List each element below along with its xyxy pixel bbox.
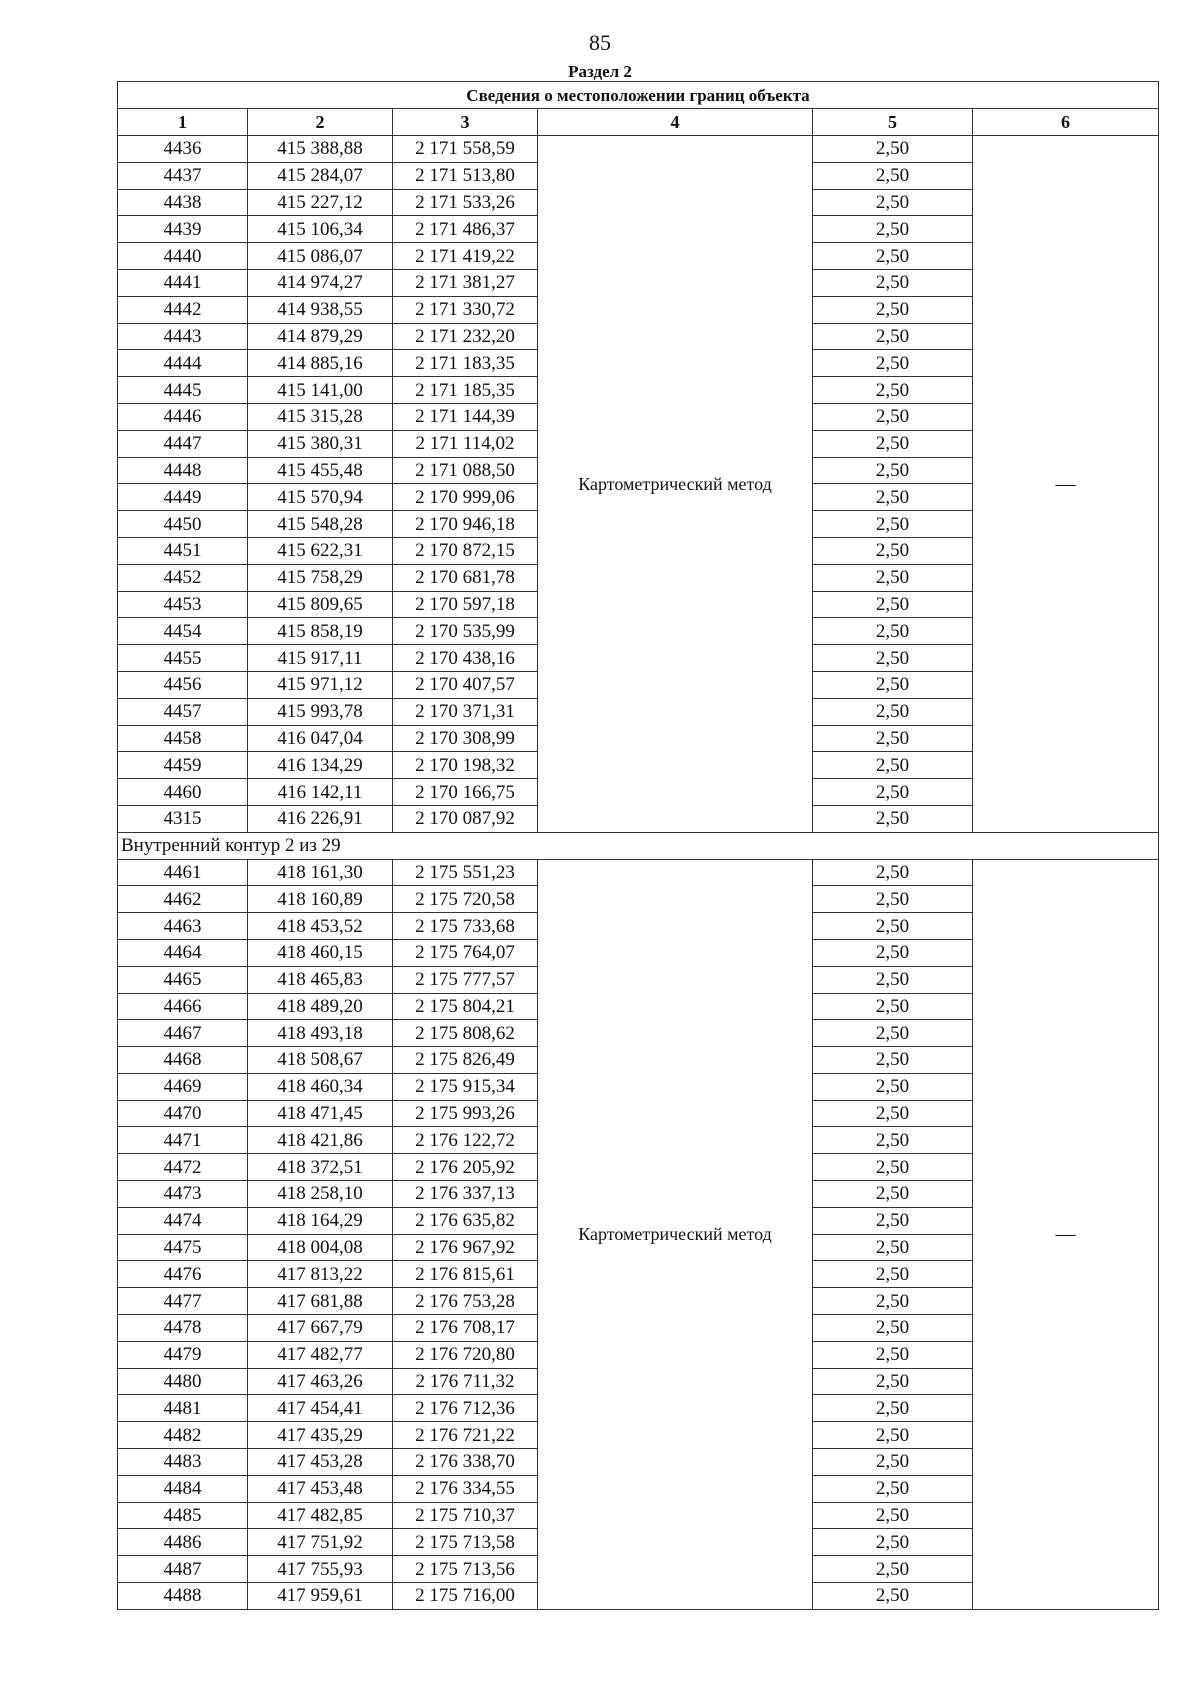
- column-header-6: 6: [973, 109, 1159, 136]
- x-coordinate-cell: 417 482,85: [248, 1502, 393, 1529]
- y-coordinate-cell: 2 170 166,75: [393, 779, 538, 806]
- x-coordinate-cell: 418 258,10: [248, 1181, 393, 1208]
- table-body: [118, 136, 1159, 1610]
- y-coordinate-cell: 2 176 635,82: [393, 1207, 538, 1234]
- y-coordinate-cell: 2 176 711,32: [393, 1368, 538, 1395]
- point-number-cell: 4480: [118, 1368, 248, 1395]
- y-coordinate-cell: 2 171 232,20: [393, 323, 538, 350]
- point-number-cell: 4461: [118, 859, 248, 886]
- x-coordinate-cell: 414 974,27: [248, 269, 393, 296]
- table-caption: Сведения о местоположении границ объекта: [118, 82, 1159, 109]
- x-coordinate-cell: 416 226,91: [248, 805, 393, 832]
- point-number-cell: 4448: [118, 457, 248, 484]
- point-number-cell: 4443: [118, 323, 248, 350]
- accuracy-cell: 2,50: [813, 1154, 973, 1181]
- y-coordinate-cell: 2 170 438,16: [393, 645, 538, 672]
- x-coordinate-cell: 416 142,11: [248, 779, 393, 806]
- y-coordinate-cell: 2 170 872,15: [393, 537, 538, 564]
- x-coordinate-cell: 418 164,29: [248, 1207, 393, 1234]
- accuracy-cell: 2,50: [813, 698, 973, 725]
- y-coordinate-cell: 2 176 720,80: [393, 1341, 538, 1368]
- x-coordinate-cell: 417 435,29: [248, 1422, 393, 1449]
- y-coordinate-cell: 2 170 371,31: [393, 698, 538, 725]
- y-coordinate-cell: 2 171 330,72: [393, 296, 538, 323]
- point-number-cell: 4438: [118, 189, 248, 216]
- method-cell: Картометрический метод: [538, 859, 813, 1609]
- x-coordinate-cell: 416 047,04: [248, 725, 393, 752]
- point-number-cell: 4482: [118, 1422, 248, 1449]
- x-coordinate-cell: 417 755,93: [248, 1556, 393, 1583]
- y-coordinate-cell: 2 175 764,07: [393, 939, 538, 966]
- y-coordinate-cell: 2 171 381,27: [393, 269, 538, 296]
- accuracy-cell: 2,50: [813, 189, 973, 216]
- accuracy-cell: 2,50: [813, 1288, 973, 1315]
- y-coordinate-cell: 2 175 713,58: [393, 1529, 538, 1556]
- accuracy-cell: 2,50: [813, 457, 973, 484]
- point-number-cell: 4465: [118, 966, 248, 993]
- accuracy-cell: 2,50: [813, 430, 973, 457]
- accuracy-cell: 2,50: [813, 1181, 973, 1208]
- accuracy-cell: 2,50: [813, 725, 973, 752]
- point-number-cell: 4471: [118, 1127, 248, 1154]
- point-number-cell: 4477: [118, 1288, 248, 1315]
- x-coordinate-cell: 415 917,11: [248, 645, 393, 672]
- point-number-cell: 4473: [118, 1181, 248, 1208]
- method-cell: Картометрический метод: [538, 136, 813, 833]
- y-coordinate-cell: 2 170 597,18: [393, 591, 538, 618]
- point-number-cell: 4467: [118, 1020, 248, 1047]
- y-coordinate-cell: 2 175 804,21: [393, 993, 538, 1020]
- x-coordinate-cell: 417 453,48: [248, 1475, 393, 1502]
- accuracy-cell: 2,50: [813, 1502, 973, 1529]
- point-number-cell: 4454: [118, 618, 248, 645]
- y-coordinate-cell: 2 176 712,36: [393, 1395, 538, 1422]
- point-number-cell: 4466: [118, 993, 248, 1020]
- accuracy-cell: 2,50: [813, 993, 973, 1020]
- x-coordinate-cell: 418 465,83: [248, 966, 393, 993]
- x-coordinate-cell: 417 667,79: [248, 1315, 393, 1342]
- x-coordinate-cell: 418 004,08: [248, 1234, 393, 1261]
- point-number-cell: 4484: [118, 1475, 248, 1502]
- accuracy-cell: 2,50: [813, 1341, 973, 1368]
- x-coordinate-cell: 418 493,18: [248, 1020, 393, 1047]
- x-coordinate-cell: 418 421,86: [248, 1127, 393, 1154]
- point-number-cell: 4488: [118, 1583, 248, 1610]
- x-coordinate-cell: 417 453,28: [248, 1449, 393, 1476]
- accuracy-cell: 2,50: [813, 671, 973, 698]
- point-number-cell: 4442: [118, 296, 248, 323]
- y-coordinate-cell: 2 171 183,35: [393, 350, 538, 377]
- accuracy-cell: 2,50: [813, 939, 973, 966]
- point-number-cell: 4483: [118, 1449, 248, 1476]
- x-coordinate-cell: 418 489,20: [248, 993, 393, 1020]
- point-number-cell: 4485: [118, 1502, 248, 1529]
- y-coordinate-cell: 2 175 826,49: [393, 1047, 538, 1074]
- accuracy-cell: 2,50: [813, 966, 973, 993]
- y-coordinate-cell: 2 175 733,68: [393, 913, 538, 940]
- accuracy-cell: 2,50: [813, 591, 973, 618]
- x-coordinate-cell: 415 141,00: [248, 377, 393, 404]
- boundary-table-container: [117, 81, 1159, 1610]
- column-6-cell: —: [973, 136, 1159, 833]
- section-title: Раздел 2: [568, 62, 632, 81]
- x-coordinate-cell: 415 858,19: [248, 618, 393, 645]
- point-number-cell: 4468: [118, 1047, 248, 1074]
- accuracy-cell: 2,50: [813, 1583, 973, 1610]
- accuracy-cell: 2,50: [813, 269, 973, 296]
- point-number-cell: 4452: [118, 564, 248, 591]
- x-coordinate-cell: 418 460,15: [248, 939, 393, 966]
- y-coordinate-cell: 2 170 308,99: [393, 725, 538, 752]
- point-number-cell: 4458: [118, 725, 248, 752]
- table-row: [118, 136, 1159, 163]
- x-coordinate-cell: 417 751,92: [248, 1529, 393, 1556]
- point-number-cell: 4459: [118, 752, 248, 779]
- contour-label: Внутренний контур 2 из 29: [118, 832, 1159, 859]
- x-coordinate-cell: 417 463,26: [248, 1368, 393, 1395]
- y-coordinate-cell: 2 170 198,32: [393, 752, 538, 779]
- accuracy-cell: 2,50: [813, 1127, 973, 1154]
- y-coordinate-cell: 2 170 535,99: [393, 618, 538, 645]
- point-number-cell: 4436: [118, 136, 248, 163]
- accuracy-cell: 2,50: [813, 1261, 973, 1288]
- accuracy-cell: 2,50: [813, 886, 973, 913]
- y-coordinate-cell: 2 171 088,50: [393, 457, 538, 484]
- point-number-cell: 4449: [118, 484, 248, 511]
- y-coordinate-cell: 2 175 713,56: [393, 1556, 538, 1583]
- x-coordinate-cell: 415 971,12: [248, 671, 393, 698]
- point-number-cell: 4462: [118, 886, 248, 913]
- accuracy-cell: 2,50: [813, 1368, 973, 1395]
- column-header-5: 5: [813, 109, 973, 136]
- x-coordinate-cell: 417 959,61: [248, 1583, 393, 1610]
- contour-label-row: [118, 832, 1159, 859]
- point-number-cell: 4463: [118, 913, 248, 940]
- accuracy-cell: 2,50: [813, 805, 973, 832]
- y-coordinate-cell: 2 171 114,02: [393, 430, 538, 457]
- y-coordinate-cell: 2 175 808,62: [393, 1020, 538, 1047]
- y-coordinate-cell: 2 171 513,80: [393, 162, 538, 189]
- accuracy-cell: 2,50: [813, 564, 973, 591]
- accuracy-cell: 2,50: [813, 859, 973, 886]
- x-coordinate-cell: 417 681,88: [248, 1288, 393, 1315]
- x-coordinate-cell: 415 809,65: [248, 591, 393, 618]
- x-coordinate-cell: 416 134,29: [248, 752, 393, 779]
- x-coordinate-cell: 415 455,48: [248, 457, 393, 484]
- x-coordinate-cell: 415 993,78: [248, 698, 393, 725]
- point-number-cell: 4440: [118, 243, 248, 270]
- y-coordinate-cell: 2 170 407,57: [393, 671, 538, 698]
- accuracy-cell: 2,50: [813, 350, 973, 377]
- point-number-cell: 4464: [118, 939, 248, 966]
- x-coordinate-cell: 418 508,67: [248, 1047, 393, 1074]
- x-coordinate-cell: 418 161,30: [248, 859, 393, 886]
- point-number-cell: 4441: [118, 269, 248, 296]
- x-coordinate-cell: 418 471,45: [248, 1100, 393, 1127]
- x-coordinate-cell: 415 284,07: [248, 162, 393, 189]
- point-number-cell: 4474: [118, 1207, 248, 1234]
- point-number-cell: 4455: [118, 645, 248, 672]
- column-header-3: 3: [393, 109, 538, 136]
- point-number-cell: 4446: [118, 403, 248, 430]
- accuracy-cell: 2,50: [813, 511, 973, 538]
- page-number: 85: [589, 30, 611, 55]
- x-coordinate-cell: 415 086,07: [248, 243, 393, 270]
- point-number-cell: 4479: [118, 1341, 248, 1368]
- accuracy-cell: 2,50: [813, 1315, 973, 1342]
- point-number-cell: 4444: [118, 350, 248, 377]
- y-coordinate-cell: 2 176 122,72: [393, 1127, 538, 1154]
- point-number-cell: 4478: [118, 1315, 248, 1342]
- accuracy-cell: 2,50: [813, 913, 973, 940]
- x-coordinate-cell: 415 548,28: [248, 511, 393, 538]
- point-number-cell: 4469: [118, 1073, 248, 1100]
- point-number-cell: 4486: [118, 1529, 248, 1556]
- point-number-cell: 4315: [118, 805, 248, 832]
- x-coordinate-cell: 417 482,77: [248, 1341, 393, 1368]
- x-coordinate-cell: 415 570,94: [248, 484, 393, 511]
- point-number-cell: 4460: [118, 779, 248, 806]
- point-number-cell: 4453: [118, 591, 248, 618]
- x-coordinate-cell: 417 454,41: [248, 1395, 393, 1422]
- accuracy-cell: 2,50: [813, 1449, 973, 1476]
- accuracy-cell: 2,50: [813, 1395, 973, 1422]
- x-coordinate-cell: 415 315,28: [248, 403, 393, 430]
- point-number-cell: 4451: [118, 537, 248, 564]
- x-coordinate-cell: 415 622,31: [248, 537, 393, 564]
- point-number-cell: 4445: [118, 377, 248, 404]
- y-coordinate-cell: 2 170 681,78: [393, 564, 538, 591]
- accuracy-cell: 2,50: [813, 243, 973, 270]
- y-coordinate-cell: 2 171 558,59: [393, 136, 538, 163]
- x-coordinate-cell: 415 758,29: [248, 564, 393, 591]
- point-number-cell: 4457: [118, 698, 248, 725]
- accuracy-cell: 2,50: [813, 1047, 973, 1074]
- point-number-cell: 4475: [118, 1234, 248, 1261]
- column-header-4: 4: [538, 109, 813, 136]
- x-coordinate-cell: 414 885,16: [248, 350, 393, 377]
- point-number-cell: 4476: [118, 1261, 248, 1288]
- accuracy-cell: 2,50: [813, 403, 973, 430]
- x-coordinate-cell: 418 160,89: [248, 886, 393, 913]
- y-coordinate-cell: 2 175 777,57: [393, 966, 538, 993]
- y-coordinate-cell: 2 176 708,17: [393, 1315, 538, 1342]
- y-coordinate-cell: 2 175 710,37: [393, 1502, 538, 1529]
- x-coordinate-cell: 418 460,34: [248, 1073, 393, 1100]
- y-coordinate-cell: 2 175 716,00: [393, 1583, 538, 1610]
- accuracy-cell: 2,50: [813, 1073, 973, 1100]
- point-number-cell: 4487: [118, 1556, 248, 1583]
- accuracy-cell: 2,50: [813, 162, 973, 189]
- point-number-cell: 4450: [118, 511, 248, 538]
- y-coordinate-cell: 2 176 337,13: [393, 1181, 538, 1208]
- y-coordinate-cell: 2 176 205,92: [393, 1154, 538, 1181]
- y-coordinate-cell: 2 171 185,35: [393, 377, 538, 404]
- accuracy-cell: 2,50: [813, 1529, 973, 1556]
- x-coordinate-cell: 417 813,22: [248, 1261, 393, 1288]
- y-coordinate-cell: 2 171 419,22: [393, 243, 538, 270]
- accuracy-cell: 2,50: [813, 296, 973, 323]
- y-coordinate-cell: 2 176 815,61: [393, 1261, 538, 1288]
- y-coordinate-cell: 2 176 338,70: [393, 1449, 538, 1476]
- accuracy-cell: 2,50: [813, 377, 973, 404]
- accuracy-cell: 2,50: [813, 216, 973, 243]
- table-row: [118, 859, 1159, 886]
- column-6-cell: —: [973, 859, 1159, 1609]
- accuracy-cell: 2,50: [813, 1207, 973, 1234]
- accuracy-cell: 2,50: [813, 752, 973, 779]
- y-coordinate-cell: 2 175 720,58: [393, 886, 538, 913]
- boundary-coordinates-table: [117, 81, 1159, 1610]
- point-number-cell: 4456: [118, 671, 248, 698]
- y-coordinate-cell: 2 171 144,39: [393, 403, 538, 430]
- accuracy-cell: 2,50: [813, 779, 973, 806]
- y-coordinate-cell: 2 171 533,26: [393, 189, 538, 216]
- point-number-cell: 4481: [118, 1395, 248, 1422]
- y-coordinate-cell: 2 170 999,06: [393, 484, 538, 511]
- accuracy-cell: 2,50: [813, 1422, 973, 1449]
- y-coordinate-cell: 2 171 486,37: [393, 216, 538, 243]
- x-coordinate-cell: 414 879,29: [248, 323, 393, 350]
- point-number-cell: 4472: [118, 1154, 248, 1181]
- accuracy-cell: 2,50: [813, 1556, 973, 1583]
- y-coordinate-cell: 2 175 551,23: [393, 859, 538, 886]
- point-number-cell: 4470: [118, 1100, 248, 1127]
- y-coordinate-cell: 2 176 967,92: [393, 1234, 538, 1261]
- column-header-1: 1: [118, 109, 248, 136]
- y-coordinate-cell: 2 176 334,55: [393, 1475, 538, 1502]
- y-coordinate-cell: 2 176 721,22: [393, 1422, 538, 1449]
- accuracy-cell: 2,50: [813, 645, 973, 672]
- accuracy-cell: 2,50: [813, 1020, 973, 1047]
- x-coordinate-cell: 415 380,31: [248, 430, 393, 457]
- accuracy-cell: 2,50: [813, 484, 973, 511]
- x-coordinate-cell: 415 106,34: [248, 216, 393, 243]
- accuracy-cell: 2,50: [813, 537, 973, 564]
- y-coordinate-cell: 2 176 753,28: [393, 1288, 538, 1315]
- point-number-cell: 4437: [118, 162, 248, 189]
- accuracy-cell: 2,50: [813, 1475, 973, 1502]
- accuracy-cell: 2,50: [813, 136, 973, 163]
- x-coordinate-cell: 418 453,52: [248, 913, 393, 940]
- point-number-cell: 4439: [118, 216, 248, 243]
- accuracy-cell: 2,50: [813, 1234, 973, 1261]
- x-coordinate-cell: 414 938,55: [248, 296, 393, 323]
- y-coordinate-cell: 2 170 087,92: [393, 805, 538, 832]
- accuracy-cell: 2,50: [813, 323, 973, 350]
- y-coordinate-cell: 2 175 993,26: [393, 1100, 538, 1127]
- x-coordinate-cell: 415 388,88: [248, 136, 393, 163]
- x-coordinate-cell: 415 227,12: [248, 189, 393, 216]
- y-coordinate-cell: 2 175 915,34: [393, 1073, 538, 1100]
- accuracy-cell: 2,50: [813, 1100, 973, 1127]
- x-coordinate-cell: 418 372,51: [248, 1154, 393, 1181]
- y-coordinate-cell: 2 170 946,18: [393, 511, 538, 538]
- point-number-cell: 4447: [118, 430, 248, 457]
- accuracy-cell: 2,50: [813, 618, 973, 645]
- column-header-2: 2: [248, 109, 393, 136]
